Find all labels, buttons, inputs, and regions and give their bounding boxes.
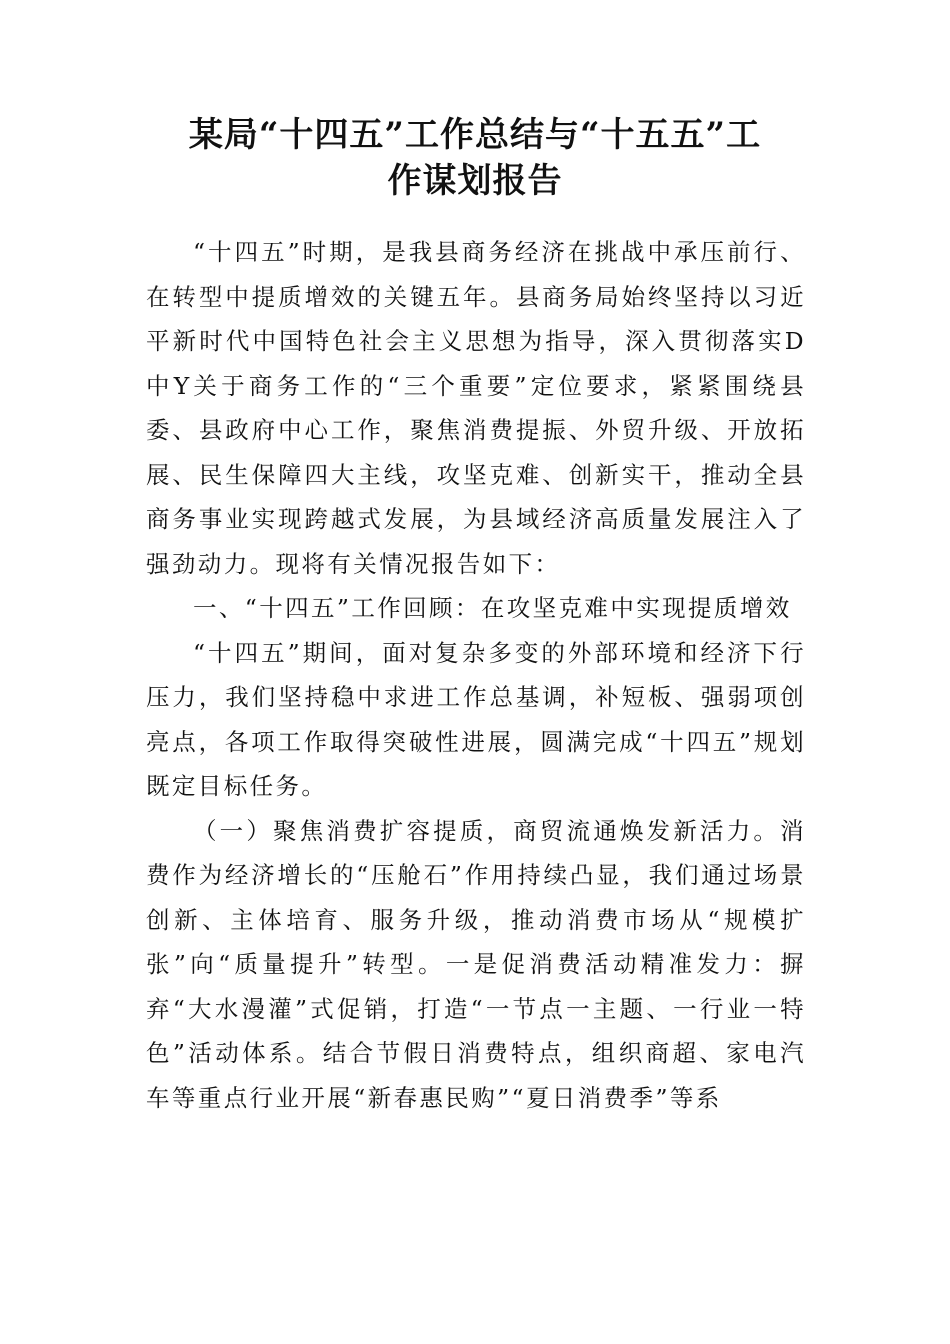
subsection-1-paragraph: （一）聚焦消费扩容提质，商贸流通焕发新活力。消费作为经济增长的“压舱石”作用持续凸显，我们通过场景创新、主体培育、服务升级，推动消费市场从“规模扩张”向“质量提升”转型。一是促消费活动精准发力：摒弃“大水漫灌”式促销，打造“一节点一主题、一行业一特色”活动体系。结合节假日消费特点，组织商超、家电汽车等重点行业开展“新春惠民购”“夏日消费季”等系 [146,816,806,1112]
title-line-2: 作谋划报告 [387,161,563,201]
document-body [146,230,806,1120]
intro-paragraph: “十四五”时期，是我县商务经济在挑战中承压前行、在转型中提质增效的关键五年。县商务局始终坚持以习近平新时代中国特色社会主义思想为指导，深入贯彻落实D中Y关于商务工作的“三个重要”定位要求，紧紧围绕县委、县政府中心工作，聚焦消费提振、外贸升级、开放拓展、民生保障四大主线，攻坚克难、创新实干，推动全县商务事业实现跨越式发展，为县域经济高质量发展注入了强劲动力。现将有关情况报告如下： [146,238,806,578]
section-1-paragraph: “十四五”期间，面对复杂多变的外部环境和经济下行压力，我们坚持稳中求进工作总基调，补短板、强弱项创亮点，各项工作取得突破性进展，圆满完成“十四五”规划既定目标任务。 [146,638,806,800]
section-heading-1: 一、“十四五”工作回顾：在攻坚克难中实现提质增效 [193,594,792,622]
document-title [140,112,810,204]
title-line-1: 某局“十四五”工作总结与“十五五”工 [188,115,762,155]
